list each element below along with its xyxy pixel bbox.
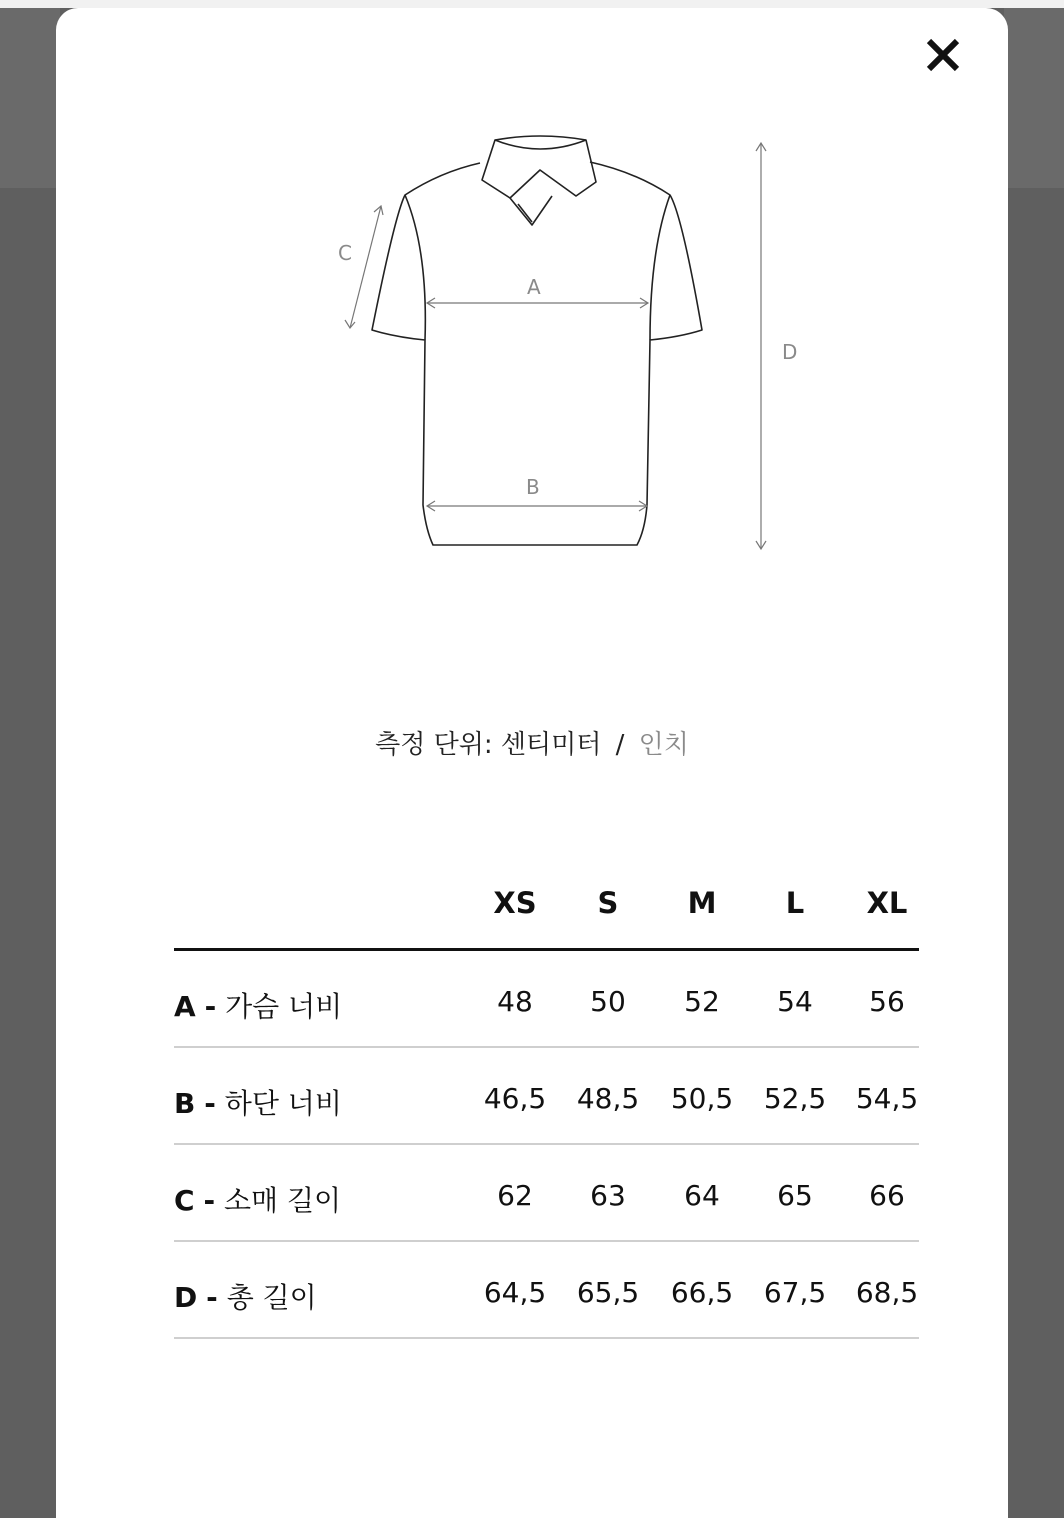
table-cell: 48,5 <box>576 1082 640 1115</box>
table-cell: 50,5 <box>670 1082 734 1115</box>
column-header: M <box>687 886 717 920</box>
table-cell: 66 <box>869 1179 905 1212</box>
row-dash: - <box>204 990 217 1023</box>
row-letter: C <box>174 1184 195 1217</box>
row-label <box>174 1179 341 1219</box>
table-cell: 67,5 <box>763 1276 827 1309</box>
table-cell: 50 <box>590 985 626 1018</box>
row-label <box>174 1276 317 1316</box>
row-label <box>174 985 342 1025</box>
table-cell: 54,5 <box>855 1082 919 1115</box>
table-row <box>174 1048 919 1145</box>
table-cell: 65,5 <box>576 1276 640 1309</box>
size-table <box>174 870 919 1339</box>
unit-prefix: 측정 단위: <box>375 730 493 760</box>
table-cell: 46,5 <box>483 1082 547 1115</box>
table-cell: 48 <box>497 985 533 1018</box>
row-label-text: 가슴 너비 <box>225 990 343 1023</box>
table-cell: 64,5 <box>483 1276 547 1309</box>
table-cell: 66,5 <box>670 1276 734 1309</box>
background-page <box>0 8 60 188</box>
table-cell: 64 <box>684 1179 720 1212</box>
table-header <box>174 870 919 951</box>
row-label-text: 소매 길이 <box>224 1184 342 1217</box>
row-label <box>174 1082 342 1122</box>
table-cell: 68,5 <box>855 1276 919 1309</box>
label-c: C <box>338 241 352 265</box>
row-label-text: 하단 너비 <box>224 1087 342 1120</box>
label-b: B <box>526 475 540 499</box>
table-cell: 62 <box>497 1179 533 1212</box>
background-page-right <box>1004 8 1064 188</box>
row-dash: - <box>203 1184 216 1217</box>
table-cell: 63 <box>590 1179 626 1212</box>
unit-selector <box>0 724 1064 764</box>
table-row <box>174 1145 919 1242</box>
unit-separator: / <box>615 730 625 760</box>
table-cell: 52 <box>684 985 720 1018</box>
unit-option-inch[interactable]: 인치 <box>638 730 689 760</box>
close-button[interactable] <box>918 30 968 80</box>
row-letter: D <box>174 1281 198 1314</box>
table-cell: 52,5 <box>763 1082 827 1115</box>
row-letter: B <box>174 1087 196 1120</box>
table-row <box>174 951 919 1048</box>
table-row <box>174 1242 919 1339</box>
label-d: D <box>782 340 798 364</box>
row-dash: - <box>204 1087 216 1120</box>
close-icon <box>925 37 961 73</box>
label-a: A <box>527 275 541 299</box>
column-header: S <box>597 886 619 920</box>
top-strip <box>0 0 1064 8</box>
table-cell: 65 <box>777 1179 813 1212</box>
column-header: XS <box>493 886 537 920</box>
table-cell: 54 <box>777 985 813 1018</box>
row-letter: A <box>174 990 196 1023</box>
row-label-text: 총 길이 <box>226 1281 317 1314</box>
column-header: XL <box>866 886 908 920</box>
unit-option-cm[interactable]: 센티미터 <box>500 730 602 760</box>
table-cell: 56 <box>869 985 905 1018</box>
row-dash: - <box>206 1281 218 1314</box>
column-header: L <box>785 886 805 920</box>
